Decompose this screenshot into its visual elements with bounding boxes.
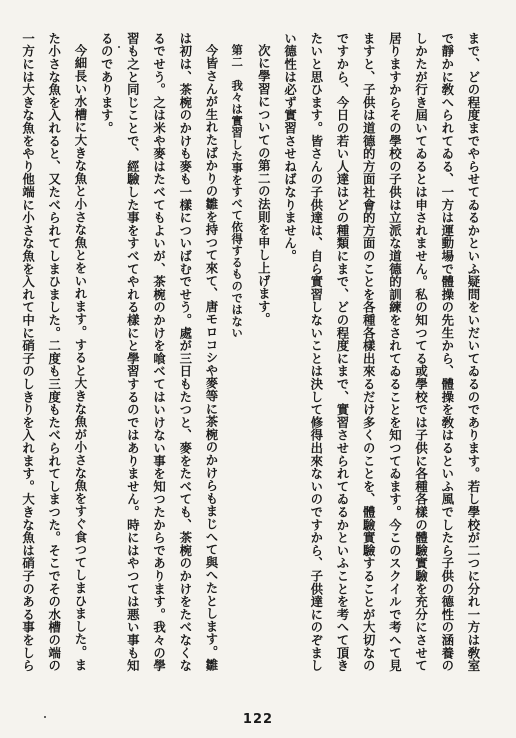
- vertical-text-body: [10, 32, 486, 682]
- paragraph: 次に學習についての第二の法則を申し上げます。: [256, 44, 272, 326]
- paragraph: まで、どの程度までやらせてゐるかといふ疑問をいだいてゐるのであります。若し學校が二つに分れ一方は敎室で靜かに敎へられてゐる、一方は運動場で體操の先生から、體操を敎はるといふ風でしたら子供の德性の涵養のしかたが行き屆いてゐるとは申されません。私の知つてる或學校では子供に各種各樣の體驗實驗を充分にさせて居りますからその學校の子供は立派な道德的訓練をされてゐることを知つてゐます。今このスクイルで考へて見ますと、子供は道德的方面社會的方面のことを各種各樣出來るだけ多くのことを、體驗實驗することが大切なのですから、今日の若い人達はどの種類にまで、どの程度にまで、實習させられてゐるかといふことを考へて頂きたいと思ひます。皆さんの子供達は、自ら實習しないことは決して修得出來ないのですから、子供達にのぞましい德性は必ず實習させねばなりません。: [282, 32, 481, 672]
- paragraph: 今皆さんが生れたばかりの雛を持つて來て、唐モロコシや麥等に茶椀のかけらもまじへて與へたとします。雛は初は、茶椀のかけも麥も一樣についばむでせう。處が三日もたつと、麥をたべても、茶椀のかけをたべなくなるでせう。之は米や麥はたべてもよいが、茶椀のかけを喰べてはいけない事を知つたからであります。我々の學習も之と同じことで、經驗した事をすべてやれる樣にと學習するのではありません。時にはやつては悪い事も知るのであります。: [99, 32, 219, 672]
- paragraph: 今細長い水槽に大きな魚と小さな魚とをいれます。すると大きな魚が小さな魚をすぐ食つてしまひました。また小さな魚を入れると、又たべられてしまひました。二度も三度もたべられてしまつた。そこでその水槽の端の一方には大きな魚をやり他端に小さな魚を入れて中に硝子のしきりを入れます。大きな魚は硝子のある事をしら: [20, 32, 88, 672]
- page-number: 122: [242, 712, 274, 727]
- section-heading: 第二 我々は實習した事をすべて依得するものではない: [230, 44, 245, 339]
